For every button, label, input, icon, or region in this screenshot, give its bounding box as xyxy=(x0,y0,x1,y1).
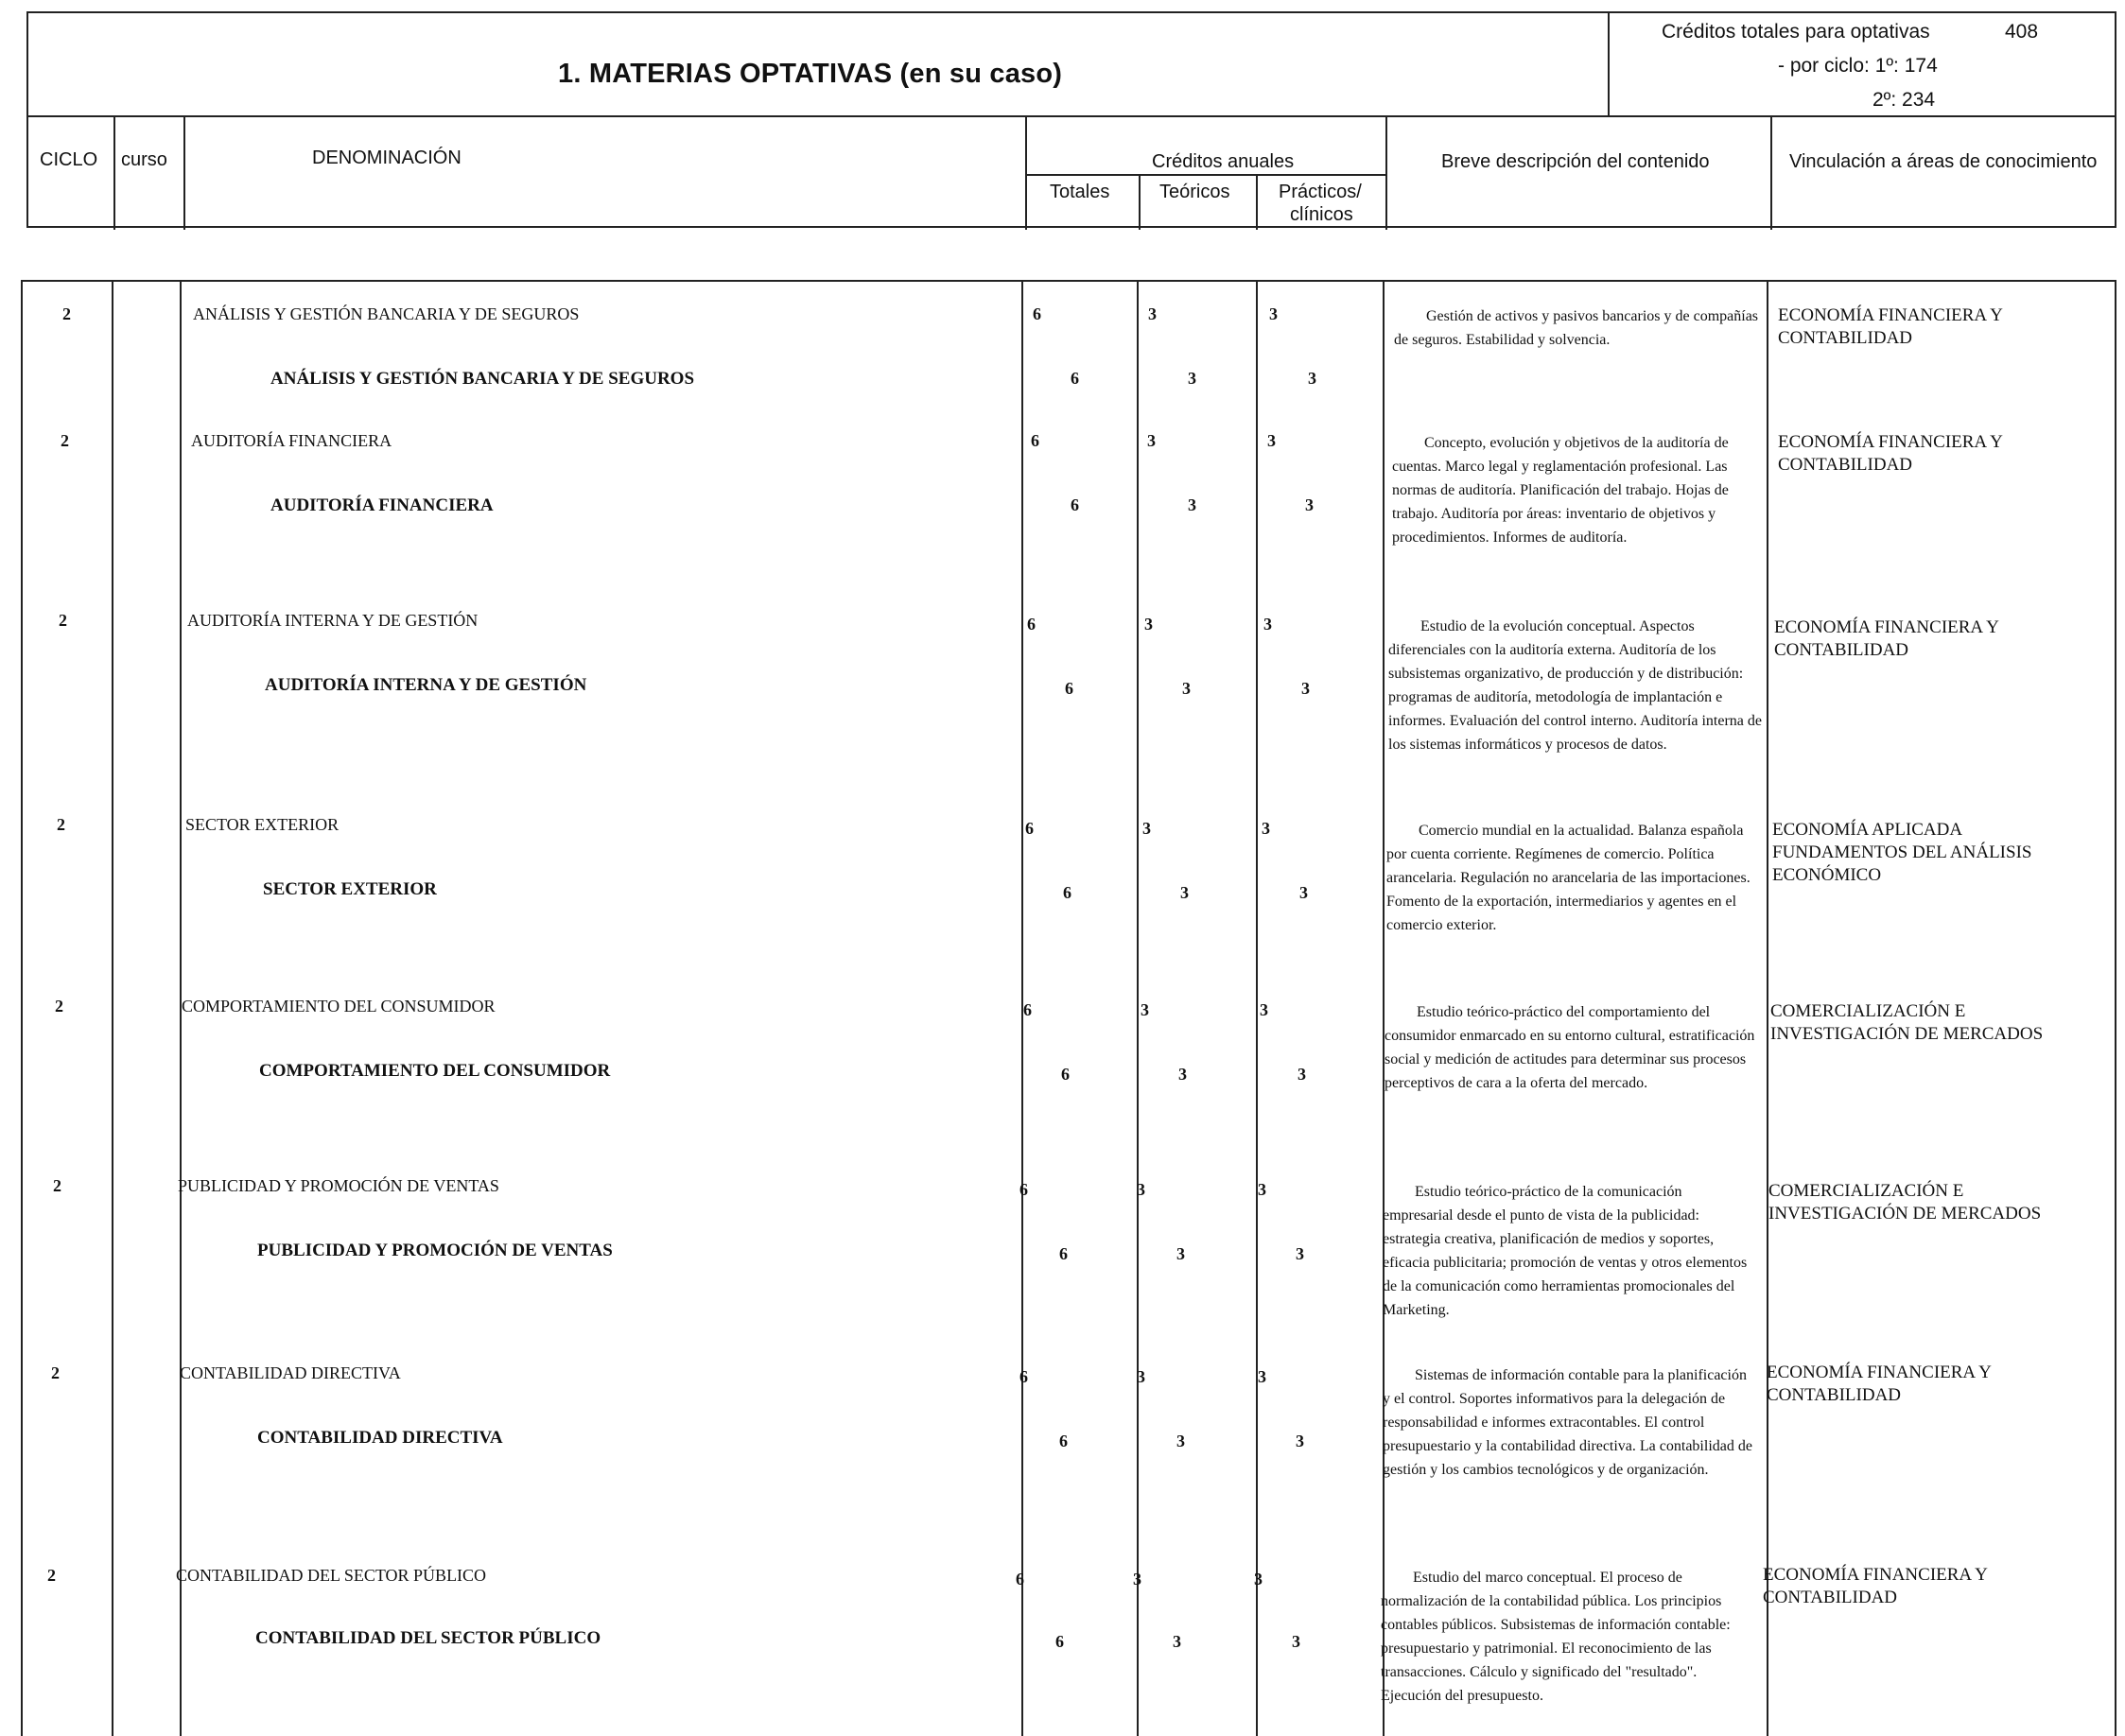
credits-total-cell: 6 xyxy=(1031,431,1039,450)
credits-theory-cell: 3 xyxy=(1133,1570,1141,1588)
col-divider xyxy=(112,280,113,1736)
ciclo-cell: 2 xyxy=(53,1176,61,1195)
credits-total-cell: 6 xyxy=(1019,1180,1028,1199)
subject-name: AUDITORÍA FINANCIERA xyxy=(191,431,392,450)
col-divider xyxy=(1137,280,1139,1736)
area-cell: ECONOMÍA FINANCIERA Y CONTABILIDAD xyxy=(1778,305,2003,348)
credits-total-cell: 6 xyxy=(1059,1244,1068,1263)
subject-subname: SECTOR EXTERIOR xyxy=(263,879,437,899)
credits-theory-cell: 3 xyxy=(1144,615,1153,634)
credits-practice-cell: 3 xyxy=(1298,1065,1306,1084)
area-cell: ECONOMÍA APLICADA FUNDAMENTOS DEL ANÁLISIS ECONÓMICO xyxy=(1772,820,2032,885)
ciclo-cell: 2 xyxy=(57,815,65,834)
area-cell: ECONOMÍA FINANCIERA Y CONTABILIDAD xyxy=(1778,432,2003,475)
page-title: 1. MATERIAS OPTATIVAS (en su caso) xyxy=(558,59,1063,89)
credits-practice-cell: 3 xyxy=(1254,1570,1263,1588)
col-divider xyxy=(1256,280,1258,1736)
subject-subname: CONTABILIDAD DIRECTIVA xyxy=(257,1428,503,1448)
credits-theory-cell: 3 xyxy=(1188,495,1196,514)
ciclo-cell: 2 xyxy=(61,431,69,450)
description-cell: Comercio mundial en la actualidad. Balanza española por cuenta corriente. Regímenes de comercio. Política arancelaria. Regulación no arancelaria de las importaciones. Fomento de la exportación, intermediarios y agentes en el comercio exterior. xyxy=(1386,823,1751,933)
credits-practice-cell: 3 xyxy=(1262,819,1270,838)
ciclo-cell: 2 xyxy=(59,611,67,630)
credits-subdivider xyxy=(1025,174,1385,176)
col-divider xyxy=(183,115,185,230)
credits-theory-cell: 3 xyxy=(1148,304,1157,323)
credits-total-cell: 6 xyxy=(1061,1065,1070,1084)
col-header-totales: Totales xyxy=(1050,182,1110,202)
subject-subname: ANÁLISIS Y GESTIÓN BANCARIA Y DE SEGUROS xyxy=(270,369,695,389)
credits-total-cell: 6 xyxy=(1059,1432,1068,1450)
credits-total-cell: 6 xyxy=(1025,819,1034,838)
credits-total-cell: 6 xyxy=(1019,1367,1028,1386)
credits-practice-cell: 3 xyxy=(1292,1632,1300,1651)
col-divider xyxy=(1770,115,1772,230)
subject-subname: PUBLICIDAD Y PROMOCIÓN DE VENTAS xyxy=(257,1241,613,1260)
col-header-ciclo: CICLO xyxy=(40,149,98,170)
credits-practice-cell: 3 xyxy=(1301,679,1310,698)
subject-name: CONTABILIDAD DIRECTIVA xyxy=(180,1363,401,1382)
subject-name: CONTABILIDAD DEL SECTOR PÚBLICO xyxy=(176,1566,487,1585)
description-cell: Estudio teórico-práctico del comportamiento del consumidor enmarcado en su entorno cultural, estratificación social y medición de actitudes para determinar sus procesos perceptivos de cara a la oferta del mercado. xyxy=(1385,1004,1755,1091)
subject-name: SECTOR EXTERIOR xyxy=(185,815,340,834)
subject-name: AUDITORÍA INTERNA Y DE GESTIÓN xyxy=(187,611,479,630)
area-cell: COMERCIALIZACIÓN E INVESTIGACIÓN DE MERCADOS xyxy=(1768,1181,2042,1224)
col-divider xyxy=(1025,115,1027,230)
credits-theory-cell: 3 xyxy=(1176,1244,1185,1263)
subject-name: ANÁLISIS Y GESTIÓN BANCARIA Y DE SEGUROS xyxy=(193,304,580,323)
credits-practice-cell: 3 xyxy=(1296,1244,1304,1263)
subject-subname: AUDITORÍA FINANCIERA xyxy=(270,495,494,515)
col-header-clinicos: clínicos xyxy=(1290,204,1353,225)
col-header-vinculacion: Vinculación a áreas de conocimiento xyxy=(1789,151,2098,172)
credits-cycle-1: - por ciclo: 1º: 174 xyxy=(1778,55,1938,77)
ciclo-cell: 2 xyxy=(62,304,71,323)
credits-cycle-2: 2º: 234 xyxy=(1872,89,1936,111)
credits-theory-cell: 3 xyxy=(1180,883,1189,902)
credits-theory-cell: 3 xyxy=(1182,679,1191,698)
credits-theory-cell: 3 xyxy=(1178,1065,1187,1084)
col-divider xyxy=(1767,280,1768,1736)
credits-practice-cell: 3 xyxy=(1308,369,1316,388)
area-cell: ECONOMÍA FINANCIERA Y CONTABILIDAD xyxy=(1774,617,1999,660)
credits-theory-cell: 3 xyxy=(1141,1000,1149,1019)
credits-practice-cell: 3 xyxy=(1258,1367,1266,1386)
col-divider xyxy=(1256,174,1258,230)
col-header-creditos: Créditos anuales xyxy=(1152,151,1295,172)
col-divider xyxy=(1385,115,1387,230)
header-block xyxy=(26,11,2116,228)
col-header-denominacion: DENOMINACIÓN xyxy=(312,148,462,168)
credits-practice-cell: 3 xyxy=(1305,495,1314,514)
subject-subname: AUDITORÍA INTERNA Y DE GESTIÓN xyxy=(265,675,587,695)
area-cell: ECONOMÍA FINANCIERA Y CONTABILIDAD xyxy=(1767,1363,1992,1405)
area-cell: COMERCIALIZACIÓN E INVESTIGACIÓN DE MERCADOS xyxy=(1770,1001,2044,1044)
credits-total: 408 xyxy=(2005,21,2039,43)
credits-practice-cell: 3 xyxy=(1269,304,1278,323)
subject-name: COMPORTAMIENTO DEL CONSUMIDOR xyxy=(182,997,496,1016)
credits-theory-cell: 3 xyxy=(1142,819,1151,838)
credits-theory-cell: 3 xyxy=(1147,431,1156,450)
credits-theory-cell: 3 xyxy=(1137,1367,1145,1386)
credits-total-cell: 6 xyxy=(1063,883,1071,902)
col-header-teoricos: Teóricos xyxy=(1159,182,1230,202)
credits-practice-cell: 3 xyxy=(1267,431,1276,450)
subject-subname: COMPORTAMIENTO DEL CONSUMIDOR xyxy=(259,1061,611,1081)
credits-total-cell: 6 xyxy=(1065,679,1073,698)
credits-theory-cell: 3 xyxy=(1188,369,1196,388)
col-header-curso: curso xyxy=(121,149,167,170)
credits-total-cell: 6 xyxy=(1055,1632,1064,1651)
credits-practice-cell: 3 xyxy=(1260,1000,1268,1019)
credits-practice-cell: 3 xyxy=(1299,883,1308,902)
credits-label: Créditos totales para optativas xyxy=(1662,21,1930,43)
ciclo-cell: 2 xyxy=(47,1566,56,1585)
credits-total-cell: 6 xyxy=(1016,1570,1024,1588)
col-header-practicos: Prácticos/ xyxy=(1279,182,1362,202)
description-cell: Estudio de la evolución conceptual. Aspectos diferenciales con la auditoría externa. Auditoría de los subsistemas organizativo, de producción y de distribución: programas de auditoría, metodología de implantación e informes. Evaluación del control interno. Auditoría interna de los sistemas informáticos y procesos de datos. xyxy=(1388,618,1762,753)
col-divider xyxy=(113,115,115,230)
credits-theory-cell: 3 xyxy=(1176,1432,1185,1450)
description-cell: Sistemas de información contable para la planificación y el control. Soportes informativos para la delegación de responsabilidad e informes extracontables. El control presupuestario y la contabilidad directiva. La contabilidad de gestión y los cambios tecnológicos y de organización. xyxy=(1383,1367,1752,1478)
credits-total-cell: 6 xyxy=(1023,1000,1032,1019)
description-cell: Estudio teórico-práctico de la comunicación empresarial desde el punto de vista de la publicidad: estrategia creativa, planificación de medios y soportes, eficacia publicitaria; promoción de ventas y otros elementos de la comunicación como herramientas promocionales del Marketing. xyxy=(1383,1184,1748,1318)
credits-total-cell: 6 xyxy=(1033,304,1041,323)
area-cell: ECONOMÍA FINANCIERA Y CONTABILIDAD xyxy=(1763,1565,1988,1607)
credits-total-cell: 6 xyxy=(1027,615,1036,634)
header-divider xyxy=(28,115,2115,117)
description-cell: Gestión de activos y pasivos bancarios y de compañías de seguros. Estabilidad y solvencia. xyxy=(1394,308,1759,348)
subject-subname: CONTABILIDAD DEL SECTOR PÚBLICO xyxy=(255,1628,601,1648)
subject-name: PUBLICIDAD Y PROMOCIÓN DE VENTAS xyxy=(178,1176,499,1195)
ciclo-cell: 2 xyxy=(55,997,63,1016)
credits-total-cell: 6 xyxy=(1071,495,1079,514)
credits-box xyxy=(1608,13,2116,115)
credits-practice-cell: 3 xyxy=(1258,1180,1266,1199)
credits-practice-cell: 3 xyxy=(1263,615,1272,634)
credits-theory-cell: 3 xyxy=(1173,1632,1181,1651)
col-divider xyxy=(1139,174,1141,230)
description-cell: Concepto, evolución y objetivos de la auditoría de cuentas. Marco legal y reglamentación profesional. Las normas de auditoría. Planificación del trabajo. Hojas de trabajo. Auditoría por áreas: inventario de objetivos y procedimientos. Informes de auditoría. xyxy=(1392,435,1729,546)
credits-total-cell: 6 xyxy=(1071,369,1079,388)
credits-theory-cell: 3 xyxy=(1137,1180,1145,1199)
description-cell: Estudio del marco conceptual. El proceso de normalización de la contabilidad pública. Los principios contables públicos. Subsistemas de información contable: presupuestario y patrimonial. El reconocimiento de las transacciones. Cálculo y significado del "resultado". Ejecución del presupuesto. xyxy=(1381,1570,1731,1704)
credits-practice-cell: 3 xyxy=(1296,1432,1304,1450)
ciclo-cell: 2 xyxy=(51,1363,60,1382)
col-header-descripcion: Breve descripción del contenido xyxy=(1441,151,1710,172)
